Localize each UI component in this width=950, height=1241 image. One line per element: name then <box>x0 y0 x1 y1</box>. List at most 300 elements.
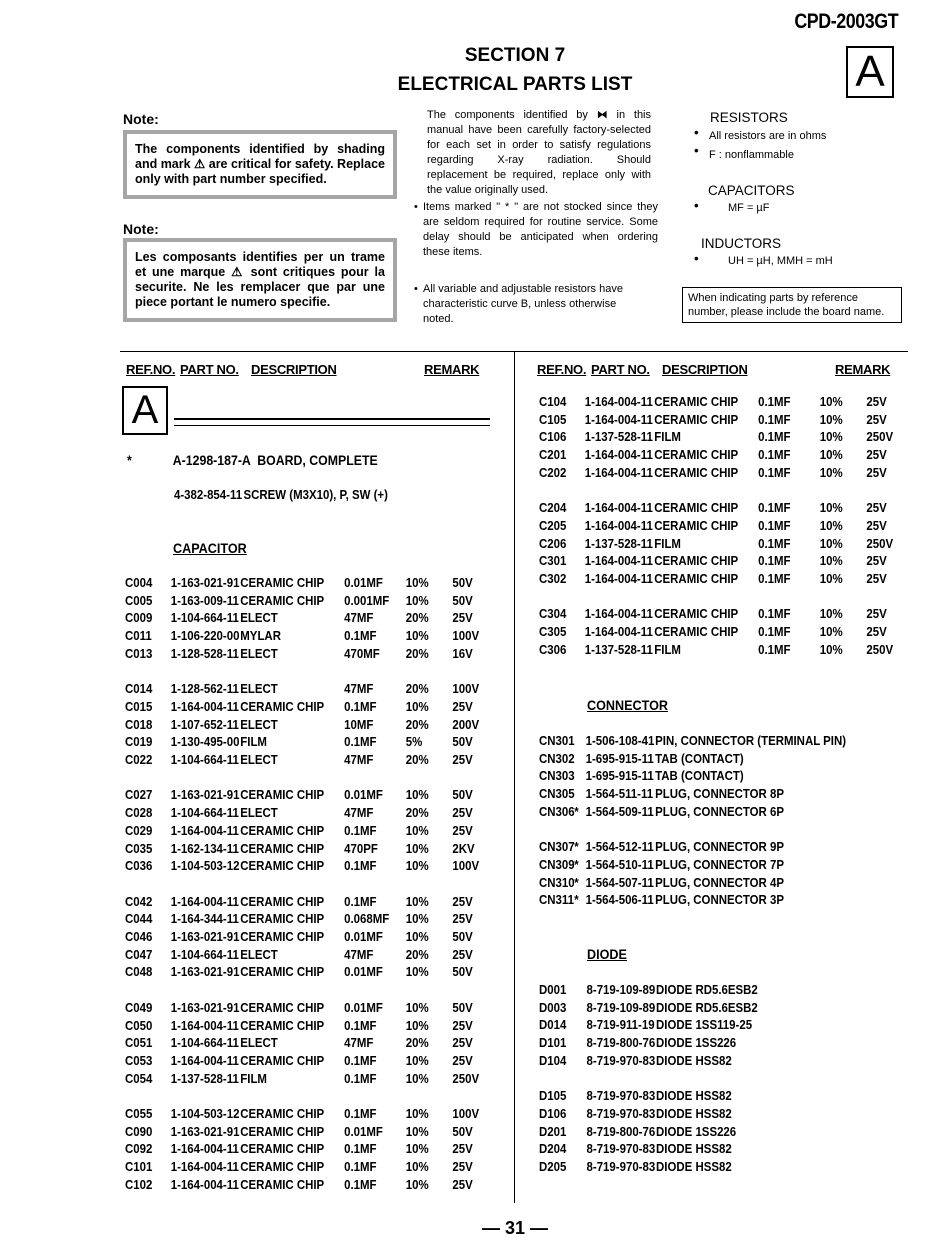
column-divider <box>514 351 515 1203</box>
description: CERAMIC CHIP <box>240 893 325 909</box>
part-no: 1-164-004-11 <box>170 1159 239 1175</box>
tolerance: 10% <box>819 641 843 657</box>
tolerance: 10% <box>405 822 429 838</box>
value: 0.001MF <box>344 592 390 608</box>
ref-no: C051 <box>125 1035 153 1051</box>
tolerance: 10% <box>405 1159 429 1175</box>
description: CERAMIC CHIP <box>240 929 325 944</box>
stock-star: * <box>574 856 579 872</box>
description: CERAMIC CHIP <box>240 840 325 856</box>
voltage: 25V <box>866 394 887 409</box>
voltage: 25V <box>452 946 473 962</box>
inductors-item: UH = µH, MMH = mH <box>728 255 833 267</box>
description: CERAMIC CHIP <box>240 1123 325 1139</box>
voltage: 25V <box>866 624 887 640</box>
board-star: * <box>127 452 132 468</box>
col-header-part: PART NO. <box>180 362 239 377</box>
part-no: 1-106-220-00 <box>170 628 240 644</box>
ref-no: CN309 <box>539 856 575 872</box>
tolerance: 10% <box>819 606 843 622</box>
part-no: 8-719-911-19 <box>586 1017 655 1033</box>
ref-no: C049 <box>125 999 153 1015</box>
voltage: 100V <box>452 1106 480 1121</box>
tolerance: 10% <box>405 1141 429 1157</box>
part-no: 1-564-507-11 <box>585 874 654 890</box>
tolerance: 10% <box>819 517 843 533</box>
voltage: 25V <box>452 610 473 626</box>
part-no: 1-164-004-11 <box>584 464 653 480</box>
ref-no: C027 <box>125 787 153 803</box>
ref-no: CN310 <box>539 874 575 890</box>
voltage: 25V <box>452 1017 473 1033</box>
ref-no: D001 <box>539 982 567 997</box>
part-no: 1-137-528-11 <box>584 429 653 445</box>
ref-no: C015 <box>125 698 153 714</box>
tolerance: 10% <box>405 858 429 874</box>
col-header-ref: REF.NO. <box>537 362 587 377</box>
part-no: 8-719-800-76 <box>586 1123 656 1139</box>
description: ELECT <box>240 645 278 661</box>
voltage: 25V <box>452 1035 473 1051</box>
tolerance: 10% <box>405 1070 429 1086</box>
ref-no: C046 <box>125 929 153 944</box>
description: PLUG, CONNECTOR 9P <box>655 839 784 855</box>
description: PLUG, CONNECTOR 8P <box>655 786 784 802</box>
voltage: 50V <box>452 787 473 803</box>
part-no: 1-163-021-91 <box>170 575 240 590</box>
voltage: 25V <box>452 911 473 927</box>
ref-no: C036 <box>125 858 153 874</box>
value: 0.1MF <box>344 1106 377 1121</box>
value: 0.1MF <box>758 447 791 463</box>
description: DIODE HSS82 <box>656 1105 732 1121</box>
ref-no: C014 <box>125 681 153 697</box>
tolerance: 10% <box>819 464 843 480</box>
voltage: 25V <box>452 893 473 909</box>
part-no: 1-164-004-11 <box>170 893 239 909</box>
note1-label: Note: <box>123 111 159 127</box>
tolerance: 10% <box>405 911 429 927</box>
value: 0.1MF <box>758 464 791 480</box>
description: DIODE 1SS226 <box>656 1123 737 1139</box>
voltage: 250V <box>452 1070 480 1086</box>
ref-no: C305 <box>539 624 567 640</box>
ref-no: C304 <box>539 606 567 622</box>
voltage: 25V <box>452 1052 473 1068</box>
part-no: 1-137-528-11 <box>584 535 653 551</box>
tolerance: 10% <box>405 1123 429 1139</box>
col-header-part: PART NO. <box>591 362 650 377</box>
tolerance: 20% <box>405 1035 429 1051</box>
part-no: 1-164-004-11 <box>584 606 653 622</box>
tolerance: 20% <box>405 681 429 697</box>
board-rule-thin <box>174 425 490 426</box>
description: CERAMIC CHIP <box>654 517 739 533</box>
tolerance: 10% <box>405 628 429 644</box>
voltage: 250V <box>866 429 894 445</box>
tolerance: 20% <box>405 610 429 626</box>
part-no: 1-164-004-11 <box>584 411 653 427</box>
bullet-icon: • <box>694 125 699 140</box>
part-no: 1-130-495-00 <box>170 734 240 750</box>
part-no: 1-164-004-11 <box>170 1176 239 1192</box>
description: PLUG, CONNECTOR 4P <box>655 874 784 890</box>
value: 0.1MF <box>344 1017 377 1033</box>
value: 470PF <box>344 840 378 856</box>
voltage: 25V <box>866 411 887 427</box>
value: 0.1MF <box>758 394 791 409</box>
ref-no: D205 <box>539 1159 567 1174</box>
description: CERAMIC CHIP <box>240 858 325 874</box>
voltage: 25V <box>866 464 887 480</box>
value: 0.01MF <box>344 787 383 803</box>
voltage: 50V <box>452 999 473 1015</box>
voltage: 25V <box>452 1141 473 1157</box>
tolerance: 20% <box>405 805 429 821</box>
ref-no: CN305 <box>539 786 575 802</box>
description: CERAMIC CHIP <box>240 1106 325 1121</box>
description: CERAMIC CHIP <box>654 394 739 409</box>
voltage: 2KV <box>452 840 475 856</box>
part-no: 1-104-503-12 <box>170 1106 240 1121</box>
section-number: SECTION 7 <box>464 45 566 66</box>
ref-no: C018 <box>125 716 153 732</box>
ref-no: C048 <box>125 964 153 980</box>
description: CERAMIC CHIP <box>654 447 739 463</box>
part-no: 8-719-970-83 <box>586 1052 656 1068</box>
ref-no: D014 <box>539 1017 567 1033</box>
description: ELECT <box>240 805 278 821</box>
page-title: ELECTRICAL PARTS LIST <box>397 74 633 95</box>
description: FILM <box>240 734 267 750</box>
description: CERAMIC CHIP <box>240 1017 325 1033</box>
stock-star: * <box>574 839 579 855</box>
tolerance: 10% <box>819 624 843 640</box>
description: ELECT <box>240 946 278 962</box>
tolerance: 10% <box>405 1017 429 1033</box>
ref-no: C302 <box>539 571 567 586</box>
tolerance: 10% <box>819 571 843 586</box>
reference-note-box: When indicating parts by reference number, please include the board name. <box>682 287 902 323</box>
value: 47MF <box>344 610 374 626</box>
value: 0.1MF <box>344 1070 377 1086</box>
voltage: 25V <box>866 500 887 516</box>
connector-section-title: CONNECTOR <box>587 697 668 713</box>
tolerance: 20% <box>405 752 429 767</box>
part-no: 1-564-509-11 <box>585 803 654 819</box>
col-header-remark: REMARK <box>835 362 891 377</box>
tolerance: 10% <box>819 500 843 516</box>
part-no: 1-162-134-11 <box>170 840 239 856</box>
capacitors-item: MF = µF <box>728 202 770 214</box>
part-no: 8-719-109-89 <box>586 982 656 997</box>
description: CERAMIC CHIP <box>654 464 739 480</box>
description: CERAMIC CHIP <box>240 999 325 1015</box>
tolerance: 10% <box>405 787 429 803</box>
ref-no: D201 <box>539 1123 567 1139</box>
part-no: 1-164-004-11 <box>170 698 239 714</box>
value: 0.1MF <box>344 1159 377 1175</box>
safety-note-en: The components identified by shading and mark ⚠ are critical for safety. Replace only with part number specified. <box>123 130 397 199</box>
description: MYLAR <box>240 628 281 644</box>
stock-star: * <box>574 874 579 890</box>
bullet-icon: • <box>694 251 699 266</box>
ref-no: CN301 <box>539 733 575 748</box>
tolerance: 10% <box>405 999 429 1015</box>
description: ELECT <box>240 716 278 732</box>
value: 47MF <box>344 805 374 821</box>
part-no: 1-164-004-11 <box>584 517 653 533</box>
description: CERAMIC CHIP <box>654 624 739 640</box>
voltage: 100V <box>452 681 480 697</box>
ref-no: C013 <box>125 645 153 661</box>
ref-no: D204 <box>539 1141 567 1157</box>
ref-no: C204 <box>539 500 567 516</box>
voltage: 100V <box>452 628 480 644</box>
ref-no: C201 <box>539 447 567 463</box>
part-no: 1-695-915-11 <box>585 768 654 784</box>
stock-note: Items marked " * " are not stocked since they are seldom required for routine service. Some delay should be anticipated when ordering these items. <box>423 201 658 258</box>
ref-no: C011 <box>125 628 152 644</box>
tolerance: 10% <box>405 592 429 608</box>
part-no: 1-104-664-11 <box>170 1035 239 1051</box>
voltage: 50V <box>452 929 473 944</box>
part-no: 1-164-004-11 <box>170 1052 239 1068</box>
description: CERAMIC CHIP <box>240 592 325 608</box>
description: CERAMIC CHIP <box>240 787 325 803</box>
description: FILM <box>654 429 681 445</box>
value: 47MF <box>344 946 374 962</box>
value: 0.1MF <box>758 606 791 622</box>
description: ELECT <box>240 610 278 626</box>
value: 0.1MF <box>344 1052 377 1068</box>
voltage: 50V <box>452 575 473 590</box>
description: DIODE 1SS119-25 <box>656 1017 753 1033</box>
screw-desc: SCREW (M3X10), P, SW (+) <box>243 487 388 502</box>
part-no: 1-163-021-91 <box>170 999 240 1015</box>
ref-no: C206 <box>539 535 567 551</box>
voltage: 100V <box>452 858 480 874</box>
ref-no: CN311 <box>539 892 574 908</box>
value: 0.1MF <box>344 822 377 838</box>
ref-no: C050 <box>125 1017 153 1033</box>
ref-no: C092 <box>125 1141 153 1157</box>
value: 47MF <box>344 681 374 697</box>
value: 0.1MF <box>758 429 791 445</box>
value: 0.068MF <box>344 911 390 927</box>
part-no: 1-163-021-91 <box>170 787 240 803</box>
part-no: 8-719-970-83 <box>586 1141 656 1157</box>
voltage: 50V <box>452 1123 473 1139</box>
description: DIODE HSS82 <box>656 1141 732 1157</box>
value: 0.01MF <box>344 575 383 590</box>
stock-star: * <box>574 803 579 819</box>
capacitors-label: CAPACITORS <box>708 183 795 198</box>
voltage: 25V <box>452 822 473 838</box>
part-no: 1-163-009-11 <box>170 592 239 608</box>
description: DIODE RD5.6ESB2 <box>656 982 758 997</box>
part-no: 1-164-004-11 <box>170 822 239 838</box>
tolerance: 10% <box>405 698 429 714</box>
value: 0.1MF <box>758 500 791 516</box>
description: CERAMIC CHIP <box>654 411 739 427</box>
board-part: A-1298-187-A <box>172 452 251 468</box>
part-no: 8-719-109-89 <box>586 999 656 1015</box>
ref-no: D003 <box>539 999 567 1015</box>
screw-part: 4-382-854-11 <box>174 487 243 502</box>
value: 0.1MF <box>758 641 791 657</box>
part-no: 1-164-004-11 <box>584 624 653 640</box>
ref-no: C102 <box>125 1176 153 1192</box>
ref-no: C029 <box>125 822 153 838</box>
resistors-item-1: All resistors are in ohms <box>709 130 827 142</box>
part-no: 8-719-970-83 <box>586 1105 656 1121</box>
part-no: 1-107-652-11 <box>170 716 239 732</box>
part-no: 1-164-004-11 <box>170 1017 239 1033</box>
voltage: 16V <box>452 645 473 661</box>
value: 47MF <box>344 1035 374 1051</box>
ref-no: CN302 <box>539 750 575 766</box>
tolerance: 10% <box>819 429 843 445</box>
description: CERAMIC CHIP <box>654 553 739 569</box>
tolerance: 10% <box>405 893 429 909</box>
voltage: 25V <box>866 553 887 569</box>
part-no: 1-163-021-91 <box>170 1123 240 1139</box>
voltage: 25V <box>866 571 887 586</box>
model-number: CPD-2003GT <box>794 10 898 33</box>
voltage: 25V <box>866 606 887 622</box>
value: 0.1MF <box>344 858 377 874</box>
value: 0.1MF <box>758 571 791 586</box>
part-no: 1-163-021-91 <box>170 964 240 980</box>
description: ELECT <box>240 1035 278 1051</box>
tolerance: 10% <box>405 929 429 944</box>
capacitor-section-title: CAPACITOR <box>173 540 247 556</box>
part-no: 1-564-510-11 <box>585 856 654 872</box>
description: PIN, CONNECTOR (TERMINAL PIN) <box>655 733 847 748</box>
part-no: 1-104-664-11 <box>170 805 239 821</box>
description: DIODE HSS82 <box>656 1052 732 1068</box>
part-no: 1-164-004-11 <box>584 447 653 463</box>
description: FILM <box>654 641 681 657</box>
part-no: 1-163-021-91 <box>170 929 240 944</box>
description: DIODE HSS82 <box>656 1088 732 1104</box>
page-number: — 31 — <box>481 1218 549 1238</box>
part-no: 1-164-004-11 <box>584 500 653 516</box>
voltage: 25V <box>866 517 887 533</box>
value: 470MF <box>344 645 380 661</box>
part-no: 1-164-004-11 <box>584 571 653 586</box>
value: 0.1MF <box>758 624 791 640</box>
tolerance: 10% <box>405 575 429 590</box>
value: 0.1MF <box>344 698 377 714</box>
bullet-icon: • <box>414 201 418 213</box>
part-no: 1-128-528-11 <box>170 645 239 661</box>
value: 0.1MF <box>344 1176 377 1192</box>
description: FILM <box>654 535 681 551</box>
tolerance: 20% <box>405 645 429 661</box>
description: DIODE HSS82 <box>656 1159 732 1174</box>
description: CERAMIC CHIP <box>240 911 325 927</box>
ref-no: C022 <box>125 752 153 767</box>
voltage: 50V <box>452 592 473 608</box>
ref-no: D106 <box>539 1105 567 1121</box>
description: TAB (CONTACT) <box>655 750 744 766</box>
value: 0.1MF <box>758 517 791 533</box>
tolerance: 10% <box>405 1052 429 1068</box>
part-no: 1-506-108-41 <box>585 733 655 748</box>
value: 0.01MF <box>344 964 383 980</box>
part-no: 1-128-562-11 <box>170 681 239 697</box>
ref-no: C054 <box>125 1070 153 1086</box>
xray-note: The components identified by ⧓ in this manual have been carefully factory-selected for each set in order to satisfy regulations regarding X-ray radiation. Should replacement be required, replace only with the value originally used. <box>427 109 651 196</box>
value: 0.01MF <box>344 999 383 1015</box>
col-header-remark: REMARK <box>424 362 480 377</box>
col-header-desc: DESCRIPTION <box>662 362 748 377</box>
ref-no: C009 <box>125 610 153 626</box>
ref-no: C047 <box>125 946 153 962</box>
ref-no: C053 <box>125 1052 153 1068</box>
description: CERAMIC CHIP <box>240 822 325 838</box>
description: CERAMIC CHIP <box>240 1141 325 1157</box>
part-no: 1-104-664-11 <box>170 946 239 962</box>
value: 0.1MF <box>758 411 791 427</box>
ref-no: C205 <box>539 517 567 533</box>
board-letter-box: A <box>122 386 168 435</box>
part-no: 1-164-004-11 <box>170 1141 239 1157</box>
value: 0.01MF <box>344 929 383 944</box>
part-no: 1-104-503-12 <box>170 858 240 874</box>
description: ELECT <box>240 752 278 767</box>
part-no: 1-164-004-11 <box>584 553 653 569</box>
voltage: 25V <box>452 805 473 821</box>
tolerance: 10% <box>819 394 843 409</box>
ref-no: C005 <box>125 592 153 608</box>
ref-no: C019 <box>125 734 153 750</box>
part-no: 1-137-528-11 <box>170 1070 239 1086</box>
ref-no: CN307 <box>539 839 575 855</box>
resistors-item-2: F : nonflammable <box>709 149 794 161</box>
voltage: 200V <box>452 716 480 732</box>
description: FILM <box>240 1070 267 1086</box>
value: 47MF <box>344 752 374 767</box>
part-no: 1-164-344-11 <box>170 911 239 927</box>
description: CERAMIC CHIP <box>240 575 325 590</box>
value: 0.1MF <box>344 628 377 644</box>
voltage: 25V <box>452 1159 473 1175</box>
part-no: 1-564-506-11 <box>585 892 654 908</box>
part-no: 1-164-004-11 <box>584 394 653 409</box>
description: DIODE RD5.6ESB2 <box>656 999 758 1015</box>
ref-no: D104 <box>539 1052 567 1068</box>
part-no: 8-719-800-76 <box>586 1035 656 1051</box>
value: 0.1MF <box>344 734 377 750</box>
ref-no: C101 <box>125 1159 153 1175</box>
part-no: 1-104-664-11 <box>170 610 239 626</box>
ref-no: C042 <box>125 893 153 909</box>
ref-no: C306 <box>539 641 567 657</box>
board-letter-box: A <box>846 46 894 98</box>
voltage: 25V <box>866 447 887 463</box>
bullet-icon: • <box>694 198 699 213</box>
description: CERAMIC CHIP <box>654 571 739 586</box>
tolerance: 10% <box>405 1176 429 1192</box>
ref-no: C035 <box>125 840 153 856</box>
part-no: 1-695-915-11 <box>585 750 654 766</box>
tolerance: 10% <box>819 553 843 569</box>
part-no: 8-719-970-83 <box>586 1159 656 1174</box>
stock-star: * <box>574 892 579 908</box>
